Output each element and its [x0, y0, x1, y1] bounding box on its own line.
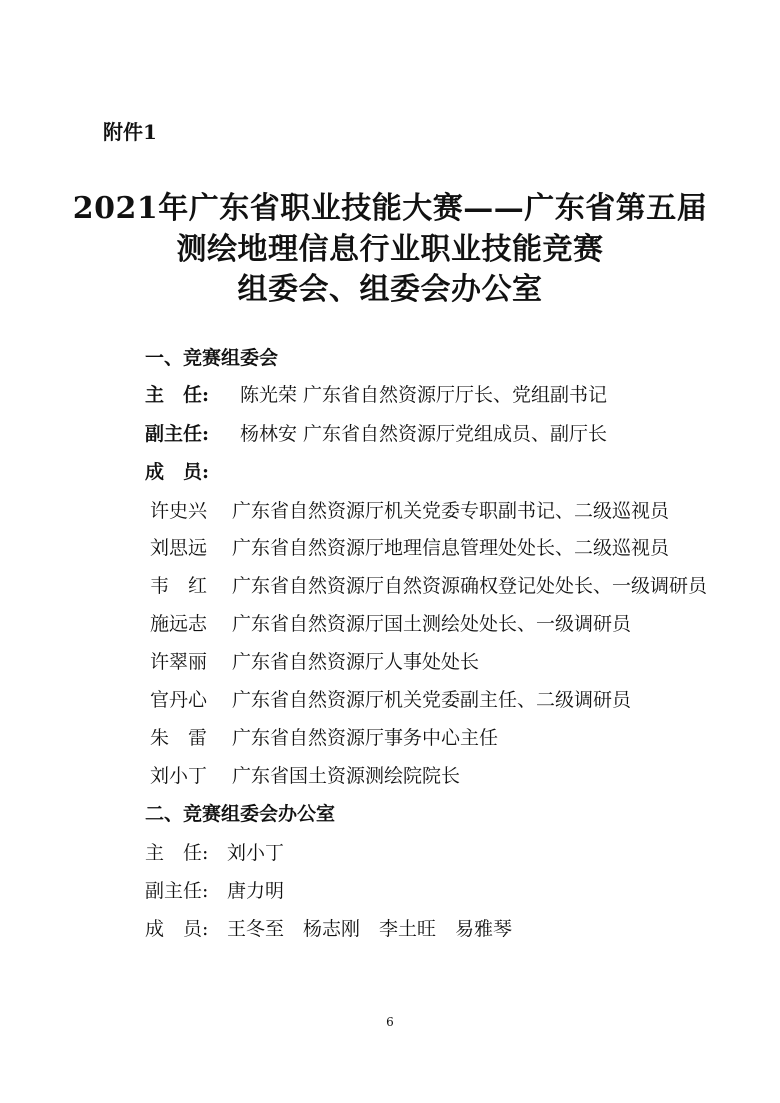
section1-deputy-label: 副主任:: [145, 423, 210, 445]
member-title: 广东省自然资源厅事务中心主任: [232, 727, 499, 749]
member-row: [150, 685, 631, 712]
member-name: 朱 雷: [150, 727, 208, 749]
section2-deputy-row: [145, 876, 284, 903]
member-row: [150, 723, 498, 750]
section2-deputy-value: 唐力明: [227, 880, 285, 902]
section2-members-row: [145, 914, 512, 941]
title-line-1: 2021年广东省职业技能大赛——广东省第五届: [72, 191, 708, 226]
member-row: [150, 609, 631, 636]
section1-director-label: 主 任:: [145, 384, 210, 406]
section1-deputy-value: 杨林安 广东省自然资源厅党组成员、副厅长: [240, 423, 608, 445]
member-title: 广东省自然资源厅地理信息管理处处长、二级巡视员: [232, 537, 670, 559]
section1-deputy-row: [145, 419, 607, 446]
section2-director-value: 刘小丁: [227, 842, 285, 864]
attachment-label: 附件1: [103, 120, 157, 144]
member-row: [150, 571, 707, 598]
section2-members-value: 王冬至 杨志刚 李土旺 易雅琴: [227, 918, 513, 940]
member-row: [150, 496, 669, 523]
section2-director-row: [145, 838, 284, 865]
member-title: 广东省自然资源厅人事处处长: [232, 651, 480, 673]
member-title: 广东省自然资源厅自然资源确权登记处处长、一级调研员: [232, 575, 708, 597]
member-title: 广东省国土资源测绘院院长: [232, 765, 461, 787]
section2-members-label: 成 员:: [145, 918, 209, 940]
section1-director-row: [145, 380, 607, 407]
member-name: 韦 红: [150, 575, 208, 597]
page-number: 6: [386, 1015, 394, 1029]
title-line-3: 组委会、组委会办公室: [237, 272, 543, 307]
section2-deputy-label: 副主任:: [145, 880, 209, 902]
member-name: 施远志: [150, 613, 208, 635]
section2-director-label: 主 任:: [145, 842, 209, 864]
member-name: 刘思远: [150, 537, 208, 559]
member-name: 许翠丽: [150, 651, 208, 673]
section1-members-label: 成 员:: [145, 461, 210, 483]
member-row: [150, 647, 479, 674]
member-name: 官丹心: [150, 689, 208, 711]
member-row: [150, 533, 669, 560]
section1-director-value: 陈光荣 广东省自然资源厅厅长、党组副书记: [240, 384, 608, 406]
member-title: 广东省自然资源厅机关党委专职副书记、二级巡视员: [232, 500, 670, 522]
member-name: 许史兴: [150, 500, 208, 522]
section1-heading: 一、竞赛组委会: [145, 347, 279, 369]
member-title: 广东省自然资源厅机关党委副主任、二级调研员: [232, 689, 632, 711]
member-name: 刘小丁: [150, 765, 208, 787]
title-line-2: 测绘地理信息行业职业技能竞赛: [176, 232, 604, 267]
member-row: [150, 761, 460, 788]
member-title: 广东省自然资源厅国土测绘处处长、一级调研员: [232, 613, 632, 635]
section2-heading: 二、竞赛组委会办公室: [145, 803, 336, 825]
